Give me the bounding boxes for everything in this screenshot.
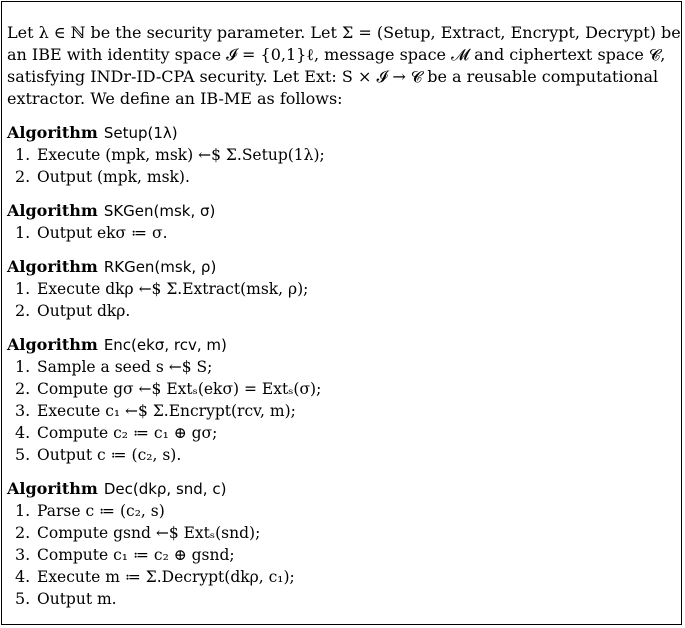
algorithm-signature: Setup(1λ)	[103, 124, 178, 142]
step-text: Execute (mpk, msk) ←$ Σ.Setup(1λ);	[37, 146, 325, 164]
algorithm-signature: Dec(dkρ, snd, c)	[103, 480, 227, 498]
step	[15, 300, 130, 322]
step-number: 1.	[15, 501, 31, 520]
intro-line-4: extractor. We define an IB-ME as follows:	[7, 89, 343, 108]
step	[15, 222, 168, 244]
step-text: Compute gσ ←$ Extₛ(ekσ) = Extₛ(σ);	[37, 380, 322, 398]
algorithm-keyword: Algorithm	[7, 257, 98, 276]
intro-line-3: satisfying INDr-ID-CPA security. Let Ext: S × 𝓘 → 𝓒 be a reusable computational	[7, 67, 659, 86]
algorithm-keyword: Algorithm	[7, 123, 98, 142]
step-text: Compute c₁ ≔ c₂ ⊕ gsnd;	[37, 546, 235, 564]
step-number: 3.	[15, 401, 31, 420]
step-text: Output ekσ ≔ σ.	[37, 224, 168, 242]
algorithm-keyword: Algorithm	[7, 335, 98, 354]
step	[15, 522, 260, 544]
algorithm-skgen-header	[7, 200, 215, 222]
step-text: Output dkρ.	[37, 302, 131, 320]
step	[15, 444, 181, 466]
algorithm-setup-header	[7, 122, 178, 144]
step-number: 5.	[15, 445, 31, 464]
step	[15, 422, 217, 444]
step-text: Execute c₁ ←$ Σ.Encrypt(rcv, m);	[37, 402, 296, 420]
algorithm-enc-header	[7, 334, 227, 356]
step-number: 5.	[15, 589, 31, 608]
step	[15, 166, 190, 188]
step-number: 2.	[15, 301, 31, 320]
intro-line-2: an IBE with identity space 𝓘 = {0,1}ℓ, message space 𝓜 and ciphertext space 𝓒,	[7, 45, 666, 64]
step	[15, 356, 212, 378]
step	[15, 588, 117, 610]
algorithm-keyword: Algorithm	[7, 479, 98, 498]
algorithm-keyword: Algorithm	[7, 201, 98, 220]
step	[15, 144, 325, 166]
step-number: 3.	[15, 545, 31, 564]
step-text: Parse c ≔ (c₂, s)	[37, 502, 165, 520]
step-number: 1.	[15, 145, 31, 164]
step-text: Compute gsnd ←$ Extₛ(snd);	[37, 524, 261, 542]
step-number: 1.	[15, 279, 31, 298]
step	[15, 500, 165, 522]
step-number: 4.	[15, 423, 31, 442]
step-number: 2.	[15, 379, 31, 398]
step	[15, 566, 295, 588]
algorithm-signature: Enc(ekσ, rcv, m)	[103, 336, 227, 354]
step-number: 4.	[15, 567, 31, 586]
step-number: 1.	[15, 357, 31, 376]
step-text: Output m.	[37, 590, 117, 608]
intro-line-1: Let λ ∈ ℕ be the security parameter. Let Σ = (Setup, Extract, Encrypt, Decrypt) be	[7, 23, 681, 42]
step	[15, 544, 235, 566]
step-text: Output c ≔ (c₂, s).	[37, 446, 182, 464]
step	[15, 278, 308, 300]
algorithm-dec-header	[7, 478, 226, 500]
step-number: 2.	[15, 167, 31, 186]
step	[15, 400, 296, 422]
step-text: Output (mpk, msk).	[37, 168, 190, 186]
step-text: Execute m ≔ Σ.Decrypt(dkρ, c₁);	[37, 568, 295, 586]
step-number: 2.	[15, 523, 31, 542]
step-number: 1.	[15, 223, 31, 242]
algorithm-box	[1, 1, 682, 625]
algorithm-rkgen-header	[7, 256, 216, 278]
step-text: Execute dkρ ←$ Σ.Extract(msk, ρ);	[37, 280, 309, 298]
step-text: Compute c₂ ≔ c₁ ⊕ gσ;	[37, 424, 218, 442]
algorithm-signature: RKGen(msk, ρ)	[103, 258, 217, 276]
step	[15, 378, 321, 400]
step-text: Sample a seed s ←$ S;	[37, 358, 213, 376]
algorithm-signature: SKGen(msk, σ)	[103, 202, 216, 220]
